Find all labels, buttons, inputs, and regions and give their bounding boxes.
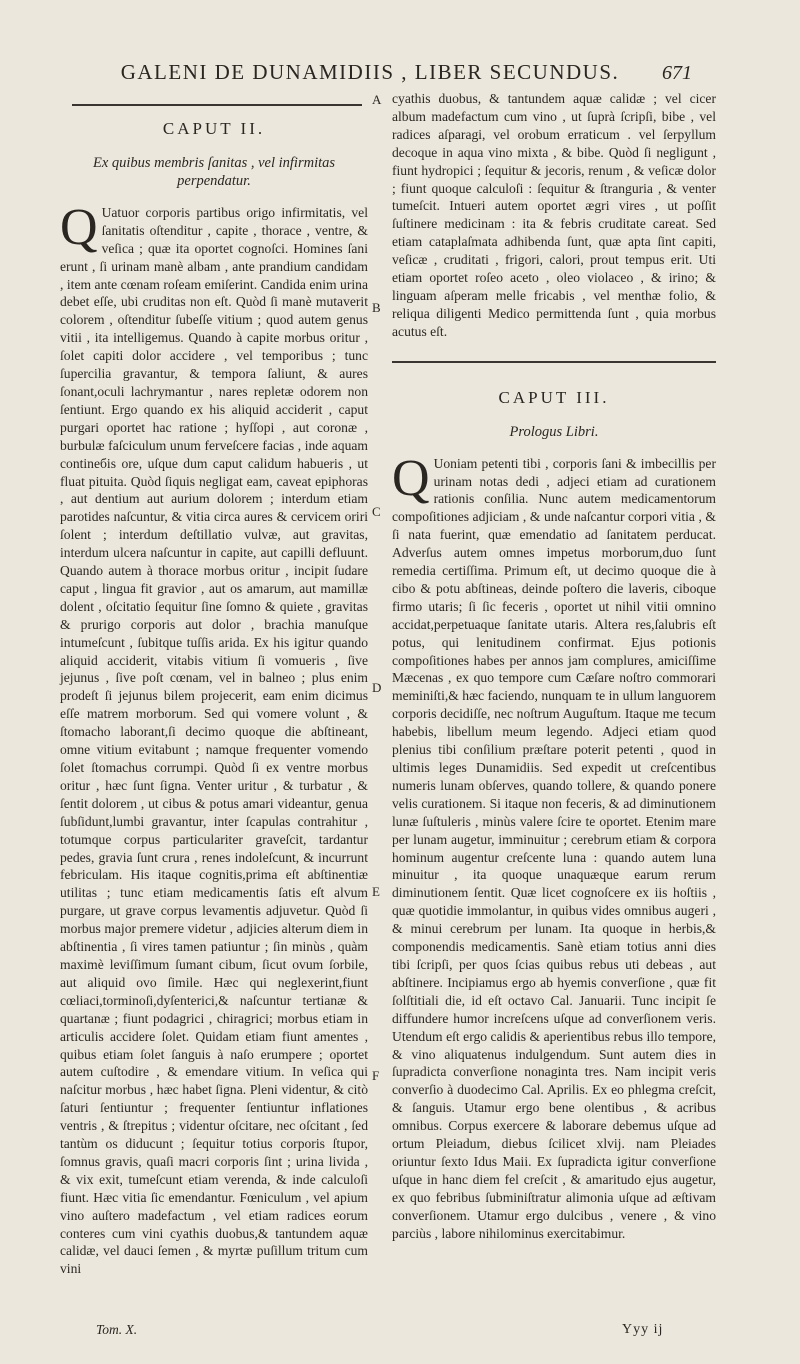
margin-letter-d: D [372,680,382,695]
chapter-divider [392,361,716,363]
chapter-text [392,449,716,1243]
left-column [60,90,368,1278]
dropcap: Q [60,198,98,256]
dropcap: Q [392,449,430,507]
right-column [392,90,716,1242]
margin-letter-e: E [372,884,380,899]
page-number: 671 [662,62,692,84]
continued-text: cyathis duobus, & tantundem aquæ calidæ ; vel cicer album madefactum cum vino , ut ſuprà ſcripſi, bibe , vel radices aſparagi, vel orobum erraticum . vel ſerpyllum decoque in aqua vino mixta , & bibe. Quòd ſi negligunt , fiunt hydropici ; ſequitur & jecoris, renum , & veſicæ dolor ; fiunt quoque calculoſi : ſequitur & ſtranguria , & venter tumeſcit. Intueri autem oportet ægri vires , ut poſſit ſuſtinere medicinam : ita & febris cruditate careat. Sed etiam cataplaſmata adhibenda ſunt, quæ apta ſint capiti, veſicæ , cruditati , frigori, calori, prout tempus erit. Uti etiam oportet roſeo aceto , oleo violaceo , & irino; & linguam aſperam melle fricabis , vel menthæ folio, & reliqua diligenti Medico permittenda ſunt , quia morbus acutus eſt. [392,91,716,339]
gathering-signature: Yyy ij [622,1322,664,1337]
chapter-subtitle: Prologus Libri. [509,423,599,440]
body-text: Uoniam petenti tibi , corporis ſani & imbecillis per urinam notas dedi , adjeci etiam ad curationem rationis conſilia. Nunc autem medicamentorum compoſitiones adjiciam , & unde naſcantur corpori vitia , & ſi nata fuerint, quæ emendatio ad ſanitatem perducat. Adverſus autem omnes impetus morborum,duo ſunt remedia certiſſima. Primum eſt, ut decimo quoque die à cibo & potu abſtineas, deinde poſtero die laveris, ciboque firmo utaris; ſi ſic feceris , oportet ut nihil vitii omnino accidat,perpetuaque ſanitate utaris. Altera res,ſalubris eſt potus, qui lenitudinem confirmat. Ejus potionis compoſitiones habes per annos jam complures, amiciſſime Mæcenas , ex quo tempore cum Cæſare noſtro commorari meminiſti,& hæc faciendo, nunquam te in ullum languorem corporis decidiſſe, nec noſtrum Auguſtum. Itaque me tecum habebis, libellum meum legendo. Adjeci etiam quod plenius tibi conſilium præſtare poterit petenti , quod in ultimis leges Dunamidiis. Sed expedit ut creſcentibus numeris lunam obſerves, quando tollere, & quando ponere velis curationem. Si itaque non feceris, & ad diminutionem lunæ ſuſtuleris , minùs valere ſcire te oportet. Etenim mare per lunam augetur, imminuitur ; cerebrum etiam & corpora hominum augentur creſcente luna : quando autem luna minuitur , ita quoque unaquæque earum rerum diminutionem ſentit. Quæ licet cognoſcere ex iis hoſtiis , quæ quotidie immolantur, in quibus vides omnibus augeri , & minui cerebrum per lunam. Ita quoque in herbis,& componendis medicamentis. Sanè etiam totius anni dies tibi ſcripſi, per quos ſcias quibus rebus uti debeas , aut abſtinere. Incipiamus ergo ab hyemis converſione , quæ fit ſolſtitiali die, id eſt octavo Cal. Januarii. Tunc incipit ſe diffundere humor increſcens uſque ad converſionem veris. Utendum eſt ergo calidis & aperientibus rebus illo tempore, & vino aliquatenus indulgendum. Sunt autem dies in ſupradicta converſione nonaginta tres. Nam incipit veris converſio à duodecimo Cal. Aprilis. Ex eo phlegma creſcit, & ſanguis. Utamur ergo bene olentibus , & acribus omnibus. Corpus exercere & laborare debemus uſque ad ortum Pleiadum, diebus ſcilicet xlvij. nam Pleiades oriuntur ſexto Idus Maii. Ex ſupradicta igitur converſione uſque in hanc diem fel creſcit , & amaritudo ejus augetur, ex quo febribus ſubminiſtratur alimonia uſque ad æſtivam converſionem. Utamur ergo dulcibus , venere , & vino parciùs , labore nihilominus exercitabimur. [392,455,716,1241]
volume-signature: Tom. X. [96,1322,138,1337]
chapter-subtitle: Ex quibus membris ſanitas , vel infirmitas perpendatur. [92,154,336,189]
chapter-text [60,198,368,1278]
chapter-title: CAPUT III. [498,387,610,407]
margin-letter-a: A [372,92,382,107]
margin-letter-b: B [372,300,381,315]
margin-letter-f: F [372,1068,380,1083]
margin-letter-c: C [372,504,381,519]
body-text: Uatuor corporis partibus origo infirmitatis, vel ſanitatis oſtenditur , capite , thorace , ventre, & veſica ; quæ ita oportet cognoſci. Homines ſani erunt , ſi urinam manè albam , ante prandium candidam , item ante cœnam roſeam emiſerint. Candida enim urina debet eſſe, ubi cruditas non eſt. Quòd ſi manè mutaverit colorem , oſtenditur ſubeſſe vitium ; quod autem genus vitii , ita intelligemus. Quando à capite morbus oritur , ſolet capiti dolor accidere , vel temporibus ; tunc ſupercilia gravantur, & tempora ſaliunt, & aures ſonant,oculi lachrymantur , nares repletæ odorem non ſentiunt. Ergo quando ex his aliquid acciderit , caput purgari oportet hac ratione ; hyſſopi , aut coronæ , burbulæ faſciculum unum ferveſcere facias , inde aquam contineбis ore, uſque dum caput calidum habueris , ut fluat pituita. Quòd ſiquis negligat eam, caveat epiphoras , aut dentium aut aurium dolorem ; interdum etiam parotides naſcuntur, & vitia circa aures & cervicem oriri ſolent ; interdum deſtillatio vulvæ, aut gravitas, interdum ulcera naſcuntur in capite, aut capilli defluunt. Quando autem à thorace morbus oritur , incipit ſudare caput , lingua fit gravior , aut os amarum, aut mamillæ dolent , oſcitatio ſequitur ſine ſomno & quiete , gravitas & prurigo corporis aut dolor , brachia manuſque intumeſcunt , ſubitque tuſſis arida. Ex his igitur quando aliquid acciderit, vitabis vitium ſi vomueris , ſive jejunus , ſive poſt cœnam, vel in balneo ; plus enim prodeſt ſi jejunus bilem projecerit, eam enim dicimus eſſe matrem morborum. Sed qui vomere volunt , & ſtomacho laborant,ſi decimo quoque die abſtineant, omne vitium evitabunt ; namque frequenter vomendo ſolet ſtomachus corrumpi. Quòd ſi ex ventre morbus oritur , hæc ſunt ſigna. Venter uritur , & turbatur , & ſentit dolorem , ut cibus & potus amari videantur, genua ſubſidunt,lumbi gravantur, inter ſcapulas contrahitur , totumque corpus particulariter graveſcit, tardantur pedes, gravia ſunt crura , renes indoleſcunt, & incurrunt febriculam. His itaque cognitis,prima eſt abſtinentiæ utilitas ; tunc etiam medicamentis ſatis eſt alvum purgare, ut grave corpus levamentis adjuvetur. Quòd ſi morbus major premere videtur , adjicies alterum diem in abſtinentia , ſi vires tamen patiuntur ; ſin minùs , quàm maximè leviſſimum ſumant cibum, ſicut ovum ſorbile, aut aliquid ovo ſimile. Hæc qui neglexerint,fiunt cœliaci,torminoſi,dyſenterici,& naſcuntur tertianæ & quartanæ ; fiunt podagrici , chiragrici; morbus etiam in articulis accidere ſolet. Quidam etiam fiunt amentes , quibus etiam ſolet ſanguis à naſo erumpere ; oportet autem cuſtodire , & emendare vitium. In veſica qui naſcitur morbus , hæc habet ſigna. Pleni videntur, & citò ſaturi ſentiuntur ; frequenter ſentiuntur inflationes ventris , & ſtrepitus ; videntur oſcitare, nec oſcitant , ſed tantùm os diducunt ; ſequitur totius corporis ſtupor, ſomnus gravis, quaſi macri corporis ſint ; urina livida , & vix exit, tumeſcunt etiam verenda, & inde calculoſi fiunt. Hæc vitia ſic emendantur. Fœniculum , vel apium vino auſtero madefactum , vel etiam radices eorum conteres cum vini cyathis duobus,& tantundem aquæ calidæ, vel dauci ſemen , & myrtæ puſillum tritum cum vini [60,204,368,1277]
chapter-title: CAPUT II. [162,119,266,138]
running-head: GALENI DE DUNAMIDIIS , LIBER SECUNDUS. [120,60,620,84]
